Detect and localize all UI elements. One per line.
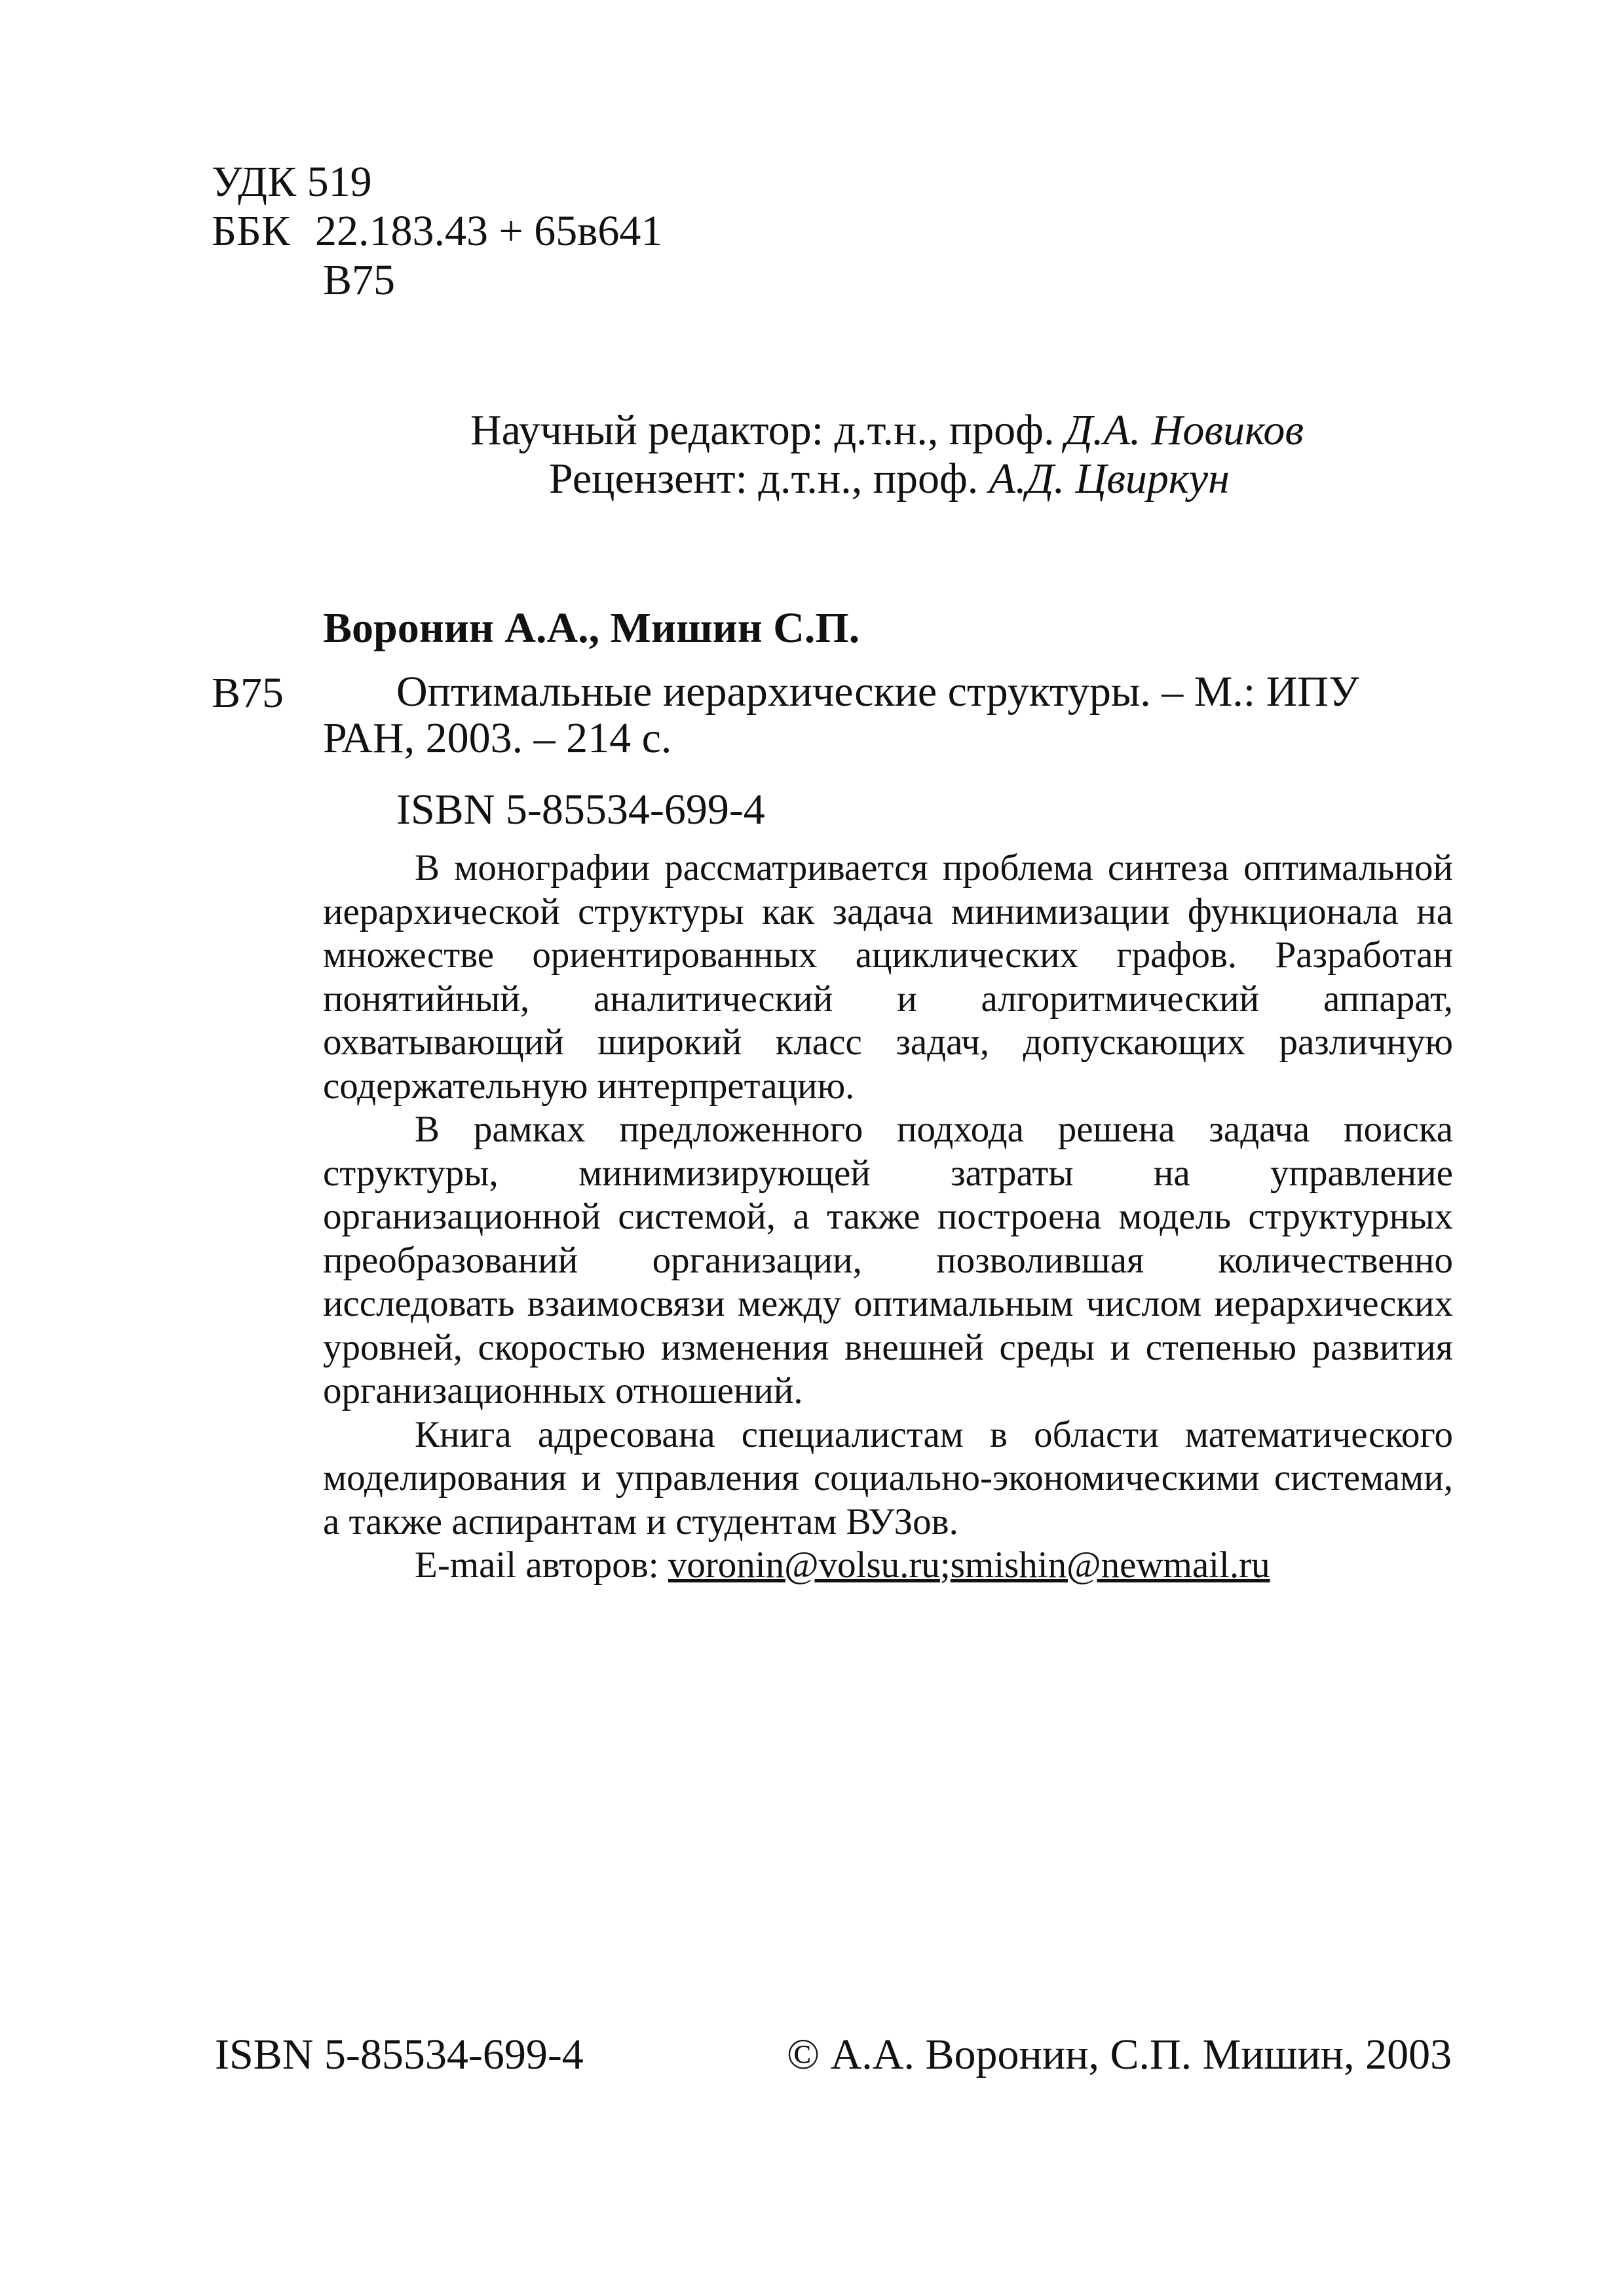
abstract bbox=[323, 847, 1453, 1588]
reviewer-name: А.Д. Цвиркун bbox=[989, 455, 1230, 503]
abstract-paragraph-1: В монографии рассматривается проблема синтеза оптимальной иерархической структуры как задача минимизации функционала на множестве ориентированных ациклических графов. Разработан понятийный, аналитический и алгоритмический аппарат, охватывающий широкий класс задач, допускающих различную содержательную интерпретацию. bbox=[323, 847, 1453, 1107]
title-line-1: Оптимальные иерархические структуры. – М.: ИПУ bbox=[396, 668, 1359, 716]
reviewer-label: Рецензент: д.т.н., проф. bbox=[549, 455, 979, 503]
scientific-editor-label: Научный редактор: д.т.н., проф. bbox=[470, 406, 1055, 454]
email-line bbox=[323, 1544, 1453, 1588]
bbk-label: ББК bbox=[212, 207, 290, 255]
footer-copyright: © А.А. Воронин, С.П. Мишин, 2003 bbox=[787, 2031, 1452, 2078]
book-title bbox=[323, 668, 1453, 761]
abstract-paragraph-3: Книга адресована специалистам в области математического моделирования и управления социально-экономическими системами, а также аспирантам и студентам ВУЗов. bbox=[323, 1413, 1453, 1542]
udk-label: УДК bbox=[212, 158, 297, 206]
reviewer-line bbox=[549, 457, 1230, 501]
email-label: E-mail авторов: bbox=[415, 1544, 659, 1586]
book-code: В75 bbox=[212, 669, 284, 717]
bbk-value: 22.183.43 + 65в641 bbox=[315, 207, 663, 255]
udk-line bbox=[212, 158, 372, 206]
email-link-smishin[interactable]: smishin@newmail.ru bbox=[950, 1544, 1270, 1586]
footer-isbn: ISBN 5-85534-699-4 bbox=[215, 2031, 584, 2078]
scientific-editor-line bbox=[470, 406, 1304, 454]
book-authors: Воронин А.А., Мишин С.П. bbox=[323, 604, 860, 652]
email-link-voronin[interactable]: voronin@volsu.ru bbox=[668, 1544, 940, 1586]
udk-value: 519 bbox=[307, 158, 372, 206]
scientific-editor-name: Д.А. Новиков bbox=[1065, 406, 1304, 454]
author-code-top: В75 bbox=[323, 256, 396, 304]
email-separator: ; bbox=[939, 1544, 951, 1586]
abstract-paragraph-2: В рамках предложенного подхода решена задача поиска структуры, минимизирующей затраты на управление организационной системой, а также построена модель структурных преобразований организации, позволившая количественно исследовать взаимосвязи между оптимальным числом иерархических уровней, скоростью изменения внешней среды и степенью развития организационных отношений. bbox=[323, 1109, 1453, 1411]
title-line-2: РАН, 2003. – 214 с. bbox=[323, 714, 672, 762]
isbn-top: ISBN 5-85534-699-4 bbox=[396, 786, 765, 833]
bbk-line bbox=[212, 207, 663, 255]
